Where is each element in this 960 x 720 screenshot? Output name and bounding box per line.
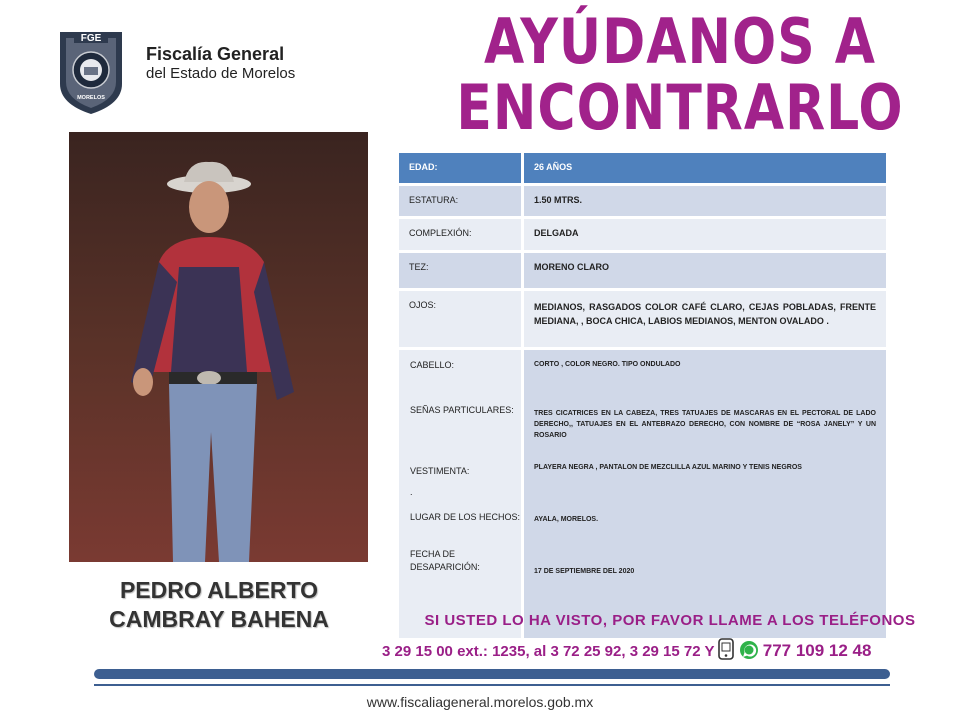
table-row bbox=[399, 253, 886, 288]
detail-label: LUGAR DE LOS HECHOS: bbox=[410, 512, 521, 522]
detail-label: COMPLEXIÓN: bbox=[399, 219, 521, 250]
organization-name bbox=[146, 44, 295, 82]
detail-label: EDAD: bbox=[399, 153, 521, 183]
detail-label: . bbox=[410, 487, 413, 497]
detail-value: MEDIANOS, RASGADOS COLOR CAFÉ CLARO, CEJAS POBLADAS, FRENTE MEDIANA, , BOCA CHICA, LABIOS MEDIANOS, MENTON OVALADO . bbox=[524, 291, 886, 347]
detail-value: CORTO , COLOR NEGRO. TIPO ONDULADO bbox=[534, 361, 681, 368]
website-url: www.fiscaliageneral.morelos.gob.mx bbox=[366, 694, 594, 710]
detail-value: MORENO CLARO bbox=[524, 253, 886, 288]
fge-logo bbox=[54, 26, 128, 116]
table-row bbox=[399, 219, 886, 250]
detail-label: TEZ: bbox=[399, 253, 521, 288]
call-to-action: SI USTED LO HA VISTO, POR FAVOR LLAME A LOS TELÉFONOS bbox=[424, 612, 916, 629]
headline bbox=[420, 6, 940, 145]
org-line-2: del Estado de Morelos bbox=[146, 64, 296, 82]
missing-person-photo bbox=[69, 132, 368, 562]
detail-value: TRES CICATRICES EN LA CABEZA, TRES TATUAJES DE MASCARAS EN EL PECTORAL DE LADO DERECHO,, TATUAJES EN EL ANTEBRAZO DERECHO, CON NOMBRE DE “ROSA JANELY” Y UN ROSARIO bbox=[534, 410, 876, 439]
org-line-1: Fiscalía General bbox=[146, 44, 285, 64]
detail-value: 26 AÑOS bbox=[524, 153, 886, 183]
detail-label: CABELLO: bbox=[410, 360, 455, 370]
table-row bbox=[399, 153, 886, 183]
detail-value: 1.50 MTRS. bbox=[524, 186, 886, 216]
detail-label: OJOS: bbox=[399, 291, 521, 347]
detail-label: FECHA DE DESAPARICIÓN: bbox=[410, 549, 480, 573]
details-table bbox=[399, 153, 886, 638]
headline-line-1: AYÚDANOS A bbox=[483, 6, 877, 79]
detail-label: ESTATURA: bbox=[399, 186, 521, 216]
whatsapp-icon bbox=[739, 640, 759, 664]
phone-icon bbox=[718, 638, 734, 664]
phone-numbers bbox=[382, 638, 871, 664]
detail-value: DELGADA bbox=[524, 219, 886, 250]
person-name bbox=[64, 576, 374, 634]
detail-value: AYALA, MORELOS. bbox=[534, 516, 599, 523]
table-row bbox=[399, 291, 886, 347]
detail-value: PLAYERA NEGRA , PANTALON DE MEZCLILLA AZUL MARINO Y TENIS NEGROS bbox=[534, 464, 802, 471]
phone-numbers-text: 3 29 15 00 ext.: 1235, al 3 72 25 92, 3 29 15 72 Y bbox=[382, 643, 715, 660]
phone-number-main: 777 109 12 48 bbox=[762, 641, 872, 660]
person-name-line-1: PEDRO ALBERTO bbox=[119, 577, 319, 603]
table-row bbox=[399, 186, 886, 216]
detail-label: VESTIMENTA: bbox=[410, 466, 470, 476]
footer-bar bbox=[94, 669, 890, 679]
detail-value: 17 DE SEPTIEMBRE DEL 2020 bbox=[534, 568, 635, 575]
table-row-block bbox=[399, 350, 886, 638]
footer-line bbox=[94, 684, 890, 686]
detail-label: SEÑAS PARTICULARES: bbox=[410, 405, 514, 415]
headline-line-2: ENCONTRARLO bbox=[456, 72, 904, 145]
logo-bottom-text: MORELOS bbox=[77, 95, 105, 101]
logo-acronym: FGE bbox=[80, 33, 102, 44]
person-name-line-2: CAMBRAY BAHENA bbox=[109, 605, 329, 632]
